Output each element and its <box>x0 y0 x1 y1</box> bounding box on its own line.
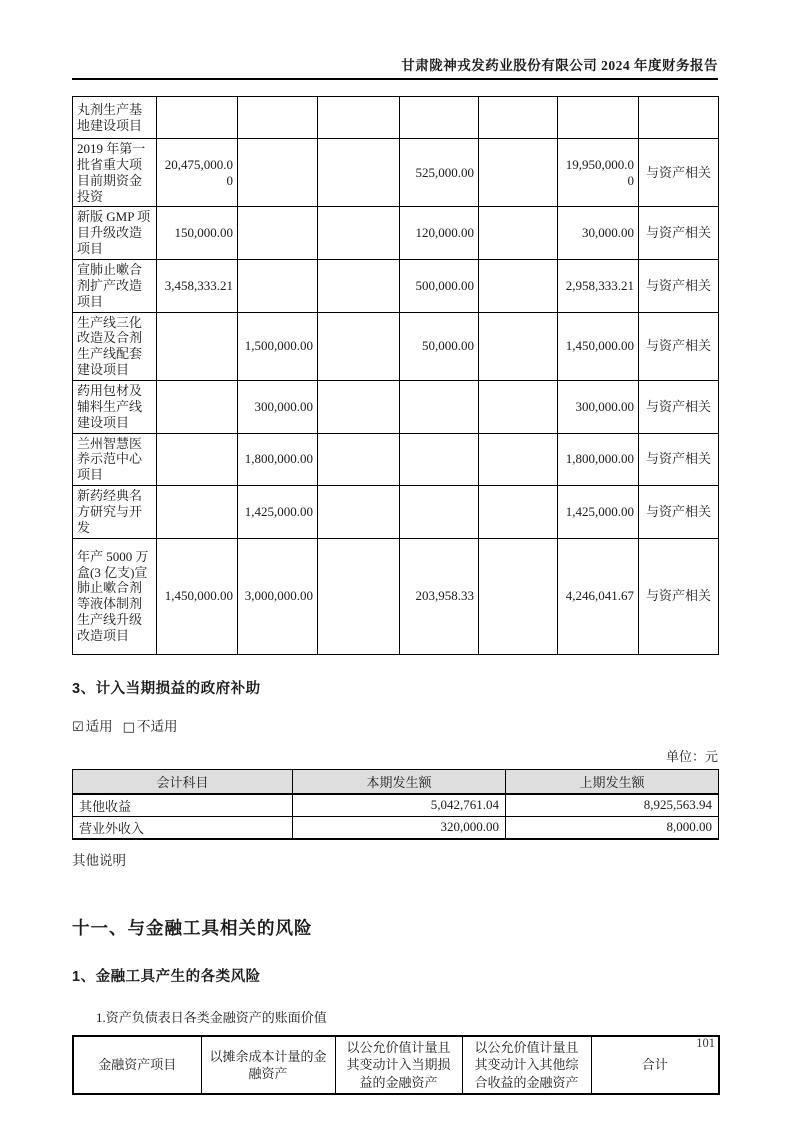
section-heading-gov-subsidy: 3、计入当期损益的政府补助 <box>72 680 261 697</box>
table-row <box>73 139 719 207</box>
section-heading-financial-risk: 十一、与金融工具相关的风险 <box>72 917 313 938</box>
column-header-current-period: 本期发生额 <box>293 769 506 794</box>
project-name-cell: 宣肺止嗽合剂扩产改造项目 <box>73 260 157 313</box>
item-title-carrying-value: 1.资产负债表日各类金融资产的账面价值 <box>96 1009 327 1025</box>
related-type-cell: 与资产相关 <box>639 486 719 539</box>
amount-cell: 500,000.00 <box>400 260 479 313</box>
amount-cell: 1,450,000.00 <box>157 538 238 654</box>
amount-cell <box>318 433 400 486</box>
related-type-cell: 与资产相关 <box>639 433 719 486</box>
table-row <box>73 794 719 817</box>
related-type-cell <box>639 97 719 139</box>
amount-cell <box>318 538 400 654</box>
table-row <box>73 207 719 260</box>
amount-cell <box>479 260 558 313</box>
amount-cell: 1,425,000.00 <box>238 486 318 539</box>
amount-cell: 150,000.00 <box>157 207 238 260</box>
amount-cell: 1,800,000.00 <box>558 433 639 486</box>
table-header-row <box>73 1036 719 1095</box>
related-type-cell: 与资产相关 <box>639 207 719 260</box>
amount-cell <box>318 207 400 260</box>
amount-cell: 203,958.33 <box>400 538 479 654</box>
page-content <box>72 0 718 1095</box>
financial-assets-table <box>72 1035 720 1096</box>
amount-cell: 300,000.00 <box>558 381 639 434</box>
project-name-cell: 药用包材及辅料生产线建设项目 <box>73 381 157 434</box>
amount-cell: 20,475,000.00 <box>157 139 238 207</box>
table-row <box>73 433 719 486</box>
amount-cell <box>479 139 558 207</box>
amount-cell <box>238 260 318 313</box>
amount-cell: 8,925,563.94 <box>506 794 719 817</box>
table-header-row <box>73 769 719 794</box>
subsidy-projects-table <box>72 96 719 655</box>
amount-cell <box>479 381 558 434</box>
amount-cell: 3,458,333.21 <box>157 260 238 313</box>
amount-cell: 1,500,000.00 <box>238 312 318 380</box>
amount-cell: 1,425,000.00 <box>558 486 639 539</box>
column-header-fvoci: 以公允价值计量且其变动计入其他综合收益的金融资产 <box>462 1036 591 1095</box>
not-applicable-label: 不适用 <box>136 718 178 734</box>
table-row <box>73 538 719 654</box>
project-name-cell: 丸剂生产基地建设项目 <box>73 97 157 139</box>
subsection-heading-risk-types: 1、金融工具产生的各类风险 <box>72 968 261 985</box>
applicable-label: 适用 <box>85 718 113 734</box>
amount-cell <box>157 381 238 434</box>
applicability-line <box>72 715 718 735</box>
amount-cell <box>157 486 238 539</box>
amount-cell <box>318 381 400 434</box>
column-header-amortized-cost: 以摊余成本计量的金融资产 <box>201 1036 335 1095</box>
amount-cell <box>157 97 238 139</box>
doc-header-title: 甘肃陇神戎发药业股份有限公司 2024 年度财务报告 <box>401 58 718 73</box>
amount-cell <box>157 312 238 380</box>
table-row <box>73 381 719 434</box>
table-row <box>73 816 719 839</box>
amount-cell <box>318 260 400 313</box>
amount-cell: 120,000.00 <box>400 207 479 260</box>
column-header-fvtpl: 以公允价值计量且其变动计入当期损益的金融资产 <box>335 1036 462 1095</box>
account-cell: 其他收益 <box>73 794 293 817</box>
amount-cell: 50,000.00 <box>400 312 479 380</box>
column-header-total: 合计 <box>591 1036 719 1095</box>
amount-cell: 1,450,000.00 <box>558 312 639 380</box>
amount-cell <box>479 207 558 260</box>
project-name-cell: 新药经典名方研究与开发 <box>73 486 157 539</box>
amount-cell <box>238 139 318 207</box>
amount-cell <box>157 433 238 486</box>
amount-cell <box>479 433 558 486</box>
account-cell: 营业外收入 <box>73 816 293 839</box>
column-header-prior-period: 上期发生额 <box>506 769 719 794</box>
amount-cell: 2,958,333.21 <box>558 260 639 313</box>
amount-cell: 3,000,000.00 <box>238 538 318 654</box>
amount-cell: 525,000.00 <box>400 139 479 207</box>
checkbox-checked-icon: ☑ <box>72 719 84 735</box>
amount-cell <box>318 139 400 207</box>
related-type-cell: 与资产相关 <box>639 538 719 654</box>
amount-cell <box>400 486 479 539</box>
amount-cell <box>400 381 479 434</box>
amount-cell <box>238 207 318 260</box>
amount-cell <box>238 97 318 139</box>
amount-cell <box>400 433 479 486</box>
amount-cell: 1,800,000.00 <box>238 433 318 486</box>
project-name-cell: 年产 5000 万盒(3 亿支)宣肺止嗽合剂等液体制剂生产线升级改造项目 <box>73 538 157 654</box>
table-row <box>73 260 719 313</box>
amount-cell <box>400 97 479 139</box>
amount-cell <box>318 97 400 139</box>
amount-cell <box>318 312 400 380</box>
project-name-cell: 2019 年第一批省重大项目前期资金投资 <box>73 139 157 207</box>
project-name-cell: 新版 GMP 项目升级改造项目 <box>73 207 157 260</box>
amount-cell <box>479 538 558 654</box>
related-type-cell: 与资产相关 <box>639 381 719 434</box>
checkbox-unchecked-icon: □ <box>122 719 135 735</box>
table-row <box>73 486 719 539</box>
table-row <box>73 97 719 139</box>
amount-cell <box>479 97 558 139</box>
amount-cell <box>558 97 639 139</box>
amount-cell: 320,000.00 <box>293 816 506 839</box>
amount-cell: 19,950,000.00 <box>558 139 639 207</box>
related-type-cell: 与资产相关 <box>639 260 719 313</box>
table-row <box>73 312 719 380</box>
amount-cell: 30,000.00 <box>558 207 639 260</box>
amount-cell <box>479 486 558 539</box>
unit-label: 单位：元 <box>665 748 718 764</box>
amount-cell <box>479 312 558 380</box>
page-number: 101 <box>696 1036 715 1050</box>
related-type-cell: 与资产相关 <box>639 312 719 380</box>
amount-cell <box>318 486 400 539</box>
project-name-cell: 兰州智慧医养示范中心项目 <box>73 433 157 486</box>
amount-cell: 5,042,761.04 <box>293 794 506 817</box>
project-name-cell: 生产线三化改造及合剂生产线配套建设项目 <box>73 312 157 380</box>
gov-subsidy-table <box>72 769 719 840</box>
column-header-account: 会计科目 <box>73 769 293 794</box>
column-header-asset-item: 金融资产项目 <box>73 1036 201 1095</box>
doc-header <box>72 0 718 80</box>
amount-cell: 4,246,041.67 <box>558 538 639 654</box>
amount-cell: 300,000.00 <box>238 381 318 434</box>
other-notes-label: 其他说明 <box>72 852 126 868</box>
amount-cell: 8,000.00 <box>506 816 719 839</box>
related-type-cell: 与资产相关 <box>639 139 719 207</box>
